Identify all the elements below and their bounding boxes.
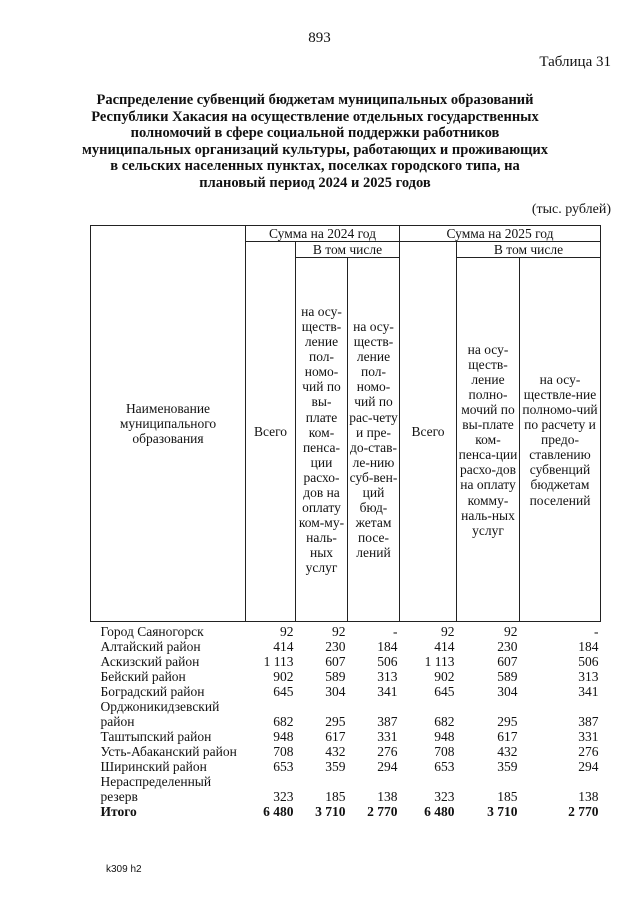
cell-utilities-2024: 185 bbox=[325, 789, 346, 805]
cell-settlements-2024: 506 bbox=[377, 654, 398, 670]
cell-utilities-2024: 607 bbox=[325, 654, 346, 670]
cell-total-2025: 6 480 bbox=[424, 804, 455, 820]
header-2024-utilities: на осу-ществ-ление пол-номо-чий по вы-плате ком-пенса-ции расхо-дов на оплату ком-му-наль-ных услуг bbox=[296, 258, 348, 622]
cell-total-2024: 948 bbox=[273, 729, 294, 745]
cell-settlements-2025: 2 770 bbox=[568, 804, 599, 820]
cell-total-2024: 708 bbox=[273, 744, 294, 760]
table-row bbox=[91, 729, 601, 744]
subvention-table bbox=[90, 225, 601, 819]
cell-utilities-2025: 304 bbox=[497, 684, 518, 700]
row-name: Орджоникидзевский район bbox=[100, 699, 220, 730]
cell-total-2025: 1 113 bbox=[424, 654, 455, 670]
cell-utilities-2025: 607 bbox=[497, 654, 518, 670]
units-note: (тыс. рублей) bbox=[531, 202, 611, 217]
table-row bbox=[91, 759, 601, 774]
table-title: Распределение субвенций бюджетам муниципальных образований Республики Хакасия на осуществление отдельных государственных полномочий в сфере социальной поддержки работников муниципальных организаций культуры, работающих и проживающих в сельских населенных пунктах, поселках городского типа, на плановый период 2024 и 2025 годов bbox=[81, 92, 549, 191]
cell-utilities-2025: 185 bbox=[497, 789, 518, 805]
cell-utilities-2024: 432 bbox=[325, 744, 346, 760]
cell-utilities-2024: 230 bbox=[325, 639, 346, 655]
row-name: Аскизский район bbox=[100, 654, 200, 670]
cell-total-2024: 902 bbox=[273, 669, 294, 685]
cell-total-2025: 323 bbox=[434, 789, 455, 805]
table-header bbox=[91, 226, 601, 622]
cell-settlements-2024: 184 bbox=[377, 639, 398, 655]
cell-total-2025: 948 bbox=[434, 729, 455, 745]
header-sum-2025: Сумма на 2025 год bbox=[400, 226, 601, 242]
cell-settlements-2024: - bbox=[393, 624, 398, 640]
header-total-2025: Всего bbox=[400, 242, 457, 622]
table-row bbox=[91, 774, 601, 804]
table-row bbox=[91, 699, 601, 729]
cell-utilities-2024: 304 bbox=[325, 684, 346, 700]
cell-total-2025: 902 bbox=[434, 669, 455, 685]
cell-settlements-2024: 2 770 bbox=[367, 804, 398, 820]
table-row bbox=[91, 654, 601, 669]
cell-settlements-2024: 331 bbox=[377, 729, 398, 745]
cell-total-2025: 645 bbox=[434, 684, 455, 700]
cell-settlements-2024: 294 bbox=[377, 759, 398, 775]
cell-total-2024: 414 bbox=[273, 639, 294, 655]
table-row bbox=[91, 622, 601, 640]
cell-utilities-2024: 295 bbox=[325, 714, 346, 730]
cell-settlements-2024: 313 bbox=[377, 669, 398, 685]
footer-code: k309 h2 bbox=[106, 864, 142, 875]
table-body bbox=[91, 622, 601, 820]
cell-utilities-2025: 3 710 bbox=[487, 804, 518, 820]
cell-utilities-2025: 230 bbox=[497, 639, 518, 655]
cell-settlements-2025: 331 bbox=[578, 729, 599, 745]
cell-settlements-2025: 184 bbox=[578, 639, 599, 655]
cell-settlements-2025: 138 bbox=[578, 789, 599, 805]
header-2024-settlements: на осу-ществ-ление пол-номо-чий по рас-чету и пре-до-став-ле-нию суб-вен-ций бюд-жетам посе-лений bbox=[348, 258, 400, 622]
cell-total-2025: 414 bbox=[434, 639, 455, 655]
header-total-2024: Всего bbox=[246, 242, 296, 622]
cell-total-2025: 92 bbox=[441, 624, 455, 640]
row-name: Бейский район bbox=[100, 669, 186, 685]
row-name: Ширинский район bbox=[100, 759, 207, 775]
cell-utilities-2025: 92 bbox=[504, 624, 518, 640]
table-row bbox=[91, 669, 601, 684]
table-label: Таблица 31 bbox=[539, 54, 611, 70]
cell-utilities-2024: 92 bbox=[332, 624, 346, 640]
header-2025-utilities: на осу-ществ-ление полно-мочий по вы-плате ком-пенса-ции расхо-дов на оплату комму-наль-ных услуг bbox=[457, 258, 520, 622]
cell-total-2025: 653 bbox=[434, 759, 455, 775]
cell-total-2024: 6 480 bbox=[263, 804, 294, 820]
cell-utilities-2024: 589 bbox=[325, 669, 346, 685]
row-name: Алтайский район bbox=[100, 639, 201, 655]
row-name: Нераспределенный резерв bbox=[100, 774, 212, 805]
cell-settlements-2024: 387 bbox=[377, 714, 398, 730]
cell-settlements-2025: 506 bbox=[578, 654, 599, 670]
row-name: Боградский район bbox=[100, 684, 205, 700]
cell-utilities-2024: 3 710 bbox=[315, 804, 346, 820]
cell-settlements-2025: 276 bbox=[578, 744, 599, 760]
cell-total-2025: 708 bbox=[434, 744, 455, 760]
table-row bbox=[91, 684, 601, 699]
cell-total-2024: 1 113 bbox=[263, 654, 294, 670]
cell-total-2025: 682 bbox=[434, 714, 455, 730]
cell-total-2024: 92 bbox=[280, 624, 294, 640]
cell-total-2024: 645 bbox=[273, 684, 294, 700]
row-name: Таштыпский район bbox=[100, 729, 212, 745]
total-label: Итого bbox=[100, 804, 137, 820]
cell-settlements-2024: 341 bbox=[377, 684, 398, 700]
header-2025-settlements: на осу-ществле-ние полномо-чий по расчету и предо-ставлению субвенций бюджетам поселений bbox=[520, 258, 601, 622]
cell-utilities-2025: 295 bbox=[497, 714, 518, 730]
header-including-2025: В том числе bbox=[457, 242, 601, 258]
cell-settlements-2025: 387 bbox=[578, 714, 599, 730]
cell-utilities-2025: 432 bbox=[497, 744, 518, 760]
cell-total-2024: 323 bbox=[273, 789, 294, 805]
cell-total-2024: 682 bbox=[273, 714, 294, 730]
table-row bbox=[91, 744, 601, 759]
cell-utilities-2025: 589 bbox=[497, 669, 518, 685]
cell-utilities-2025: 359 bbox=[497, 759, 518, 775]
cell-settlements-2025: 313 bbox=[578, 669, 599, 685]
row-name: Усть-Абаканский район bbox=[100, 744, 237, 760]
cell-utilities-2024: 359 bbox=[325, 759, 346, 775]
header-name-column: Наименование муниципального образования bbox=[91, 226, 246, 622]
cell-settlements-2025: 294 bbox=[578, 759, 599, 775]
row-name: Город Саяногорск bbox=[100, 624, 204, 640]
cell-total-2024: 653 bbox=[273, 759, 294, 775]
header-sum-2024: Сумма на 2024 год bbox=[246, 226, 400, 242]
total-row bbox=[91, 804, 601, 819]
header-including-2024: В том числе bbox=[296, 242, 400, 258]
cell-settlements-2025: - bbox=[594, 624, 599, 640]
cell-settlements-2024: 138 bbox=[377, 789, 398, 805]
cell-settlements-2024: 276 bbox=[377, 744, 398, 760]
cell-utilities-2025: 617 bbox=[497, 729, 518, 745]
cell-settlements-2025: 341 bbox=[578, 684, 599, 700]
table-row bbox=[91, 639, 601, 654]
cell-utilities-2024: 617 bbox=[325, 729, 346, 745]
page-number: 893 bbox=[308, 30, 331, 46]
